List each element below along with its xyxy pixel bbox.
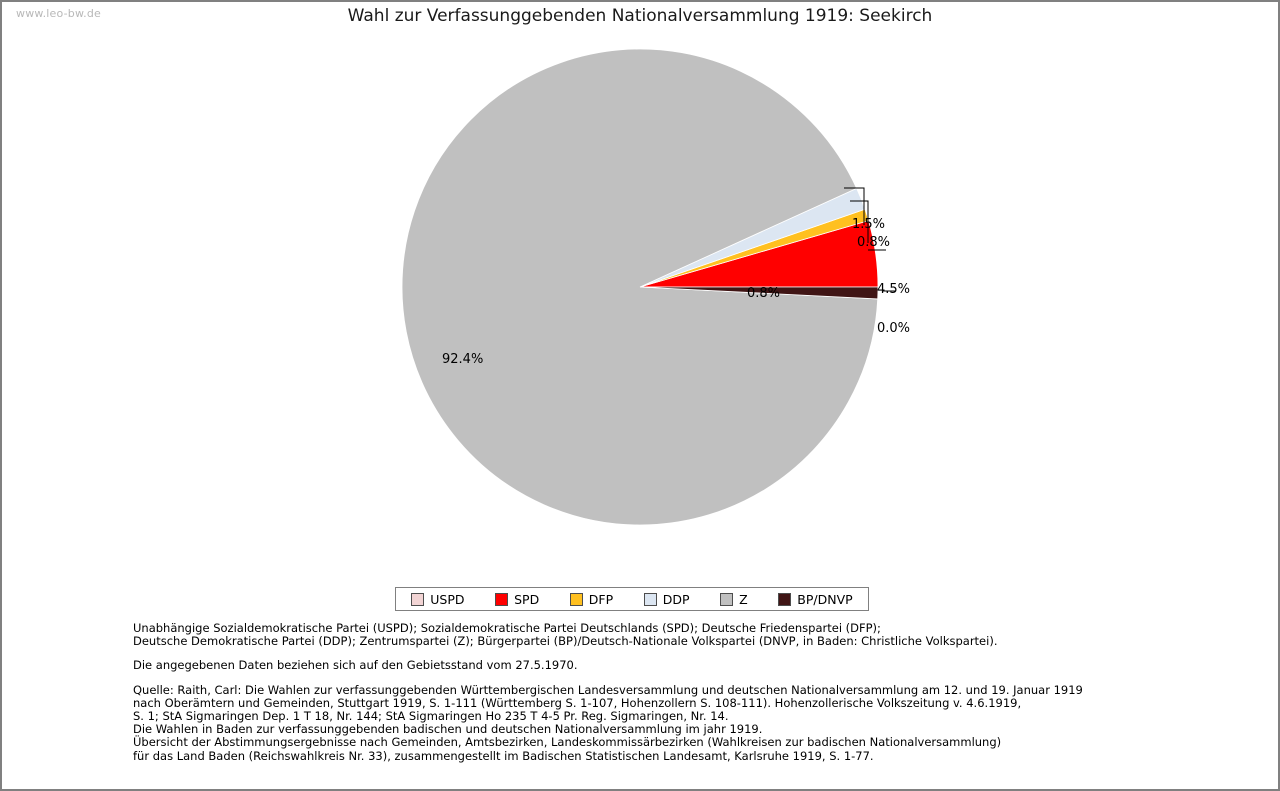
pie-slice-percent-label: 4.5% <box>877 282 911 297</box>
legend-item <box>570 592 613 607</box>
legend-item <box>411 592 464 607</box>
footnotes <box>133 622 1233 763</box>
footnote-line: Unabhängige Sozialdemokratische Partei (USPD); Sozialdemokratische Partei Deutschlands (SPD); Deutsche Friedenspartei (DFP); <box>133 621 881 635</box>
legend-label: USPD <box>430 591 465 607</box>
legend-label: SPD <box>514 591 540 607</box>
pie-slice-percent-label: 0.8% <box>747 286 781 301</box>
legend-label: Z <box>739 591 748 607</box>
footnote-line: Quelle: Raith, Carl: Die Wahlen zur verfassunggebenden Württembergischen Landesversammlung und deutschen Nationalversammlung am 12. und 19. Januar 1919 <box>133 682 1083 697</box>
pie-chart-svg <box>2 42 1278 572</box>
legend-swatch-icon <box>720 593 733 606</box>
page-title: Wahl zur Verfassunggebenden Nationalversammlung 1919: Seekirch <box>347 6 933 26</box>
footnote-line: für das Land Baden (Reichswahlkreis Nr. 33), zusammengestellt im Badischen Statistischen Landesamt, Karlsruhe 1919, S. 1-77. <box>133 748 874 763</box>
footnote-line: Deutsche Demokratische Partei (DDP); Zentrumspartei (Z); Bürgerpartei (BP)/Deutsch-Nationale Volkspartei (DNVP, in Baden: Christliche Volkspartei). <box>133 634 998 649</box>
pie-slice-percent-label: 0.0% <box>877 321 911 336</box>
legend-label: DFP <box>588 591 614 607</box>
footnote-block <box>133 622 1233 648</box>
pie-slice-percent-label: 92.4% <box>442 352 484 367</box>
legend-item <box>495 592 539 607</box>
legend-swatch-icon <box>411 593 424 606</box>
legend-item <box>720 592 748 607</box>
footnote-line: Die angegebenen Daten beziehen sich auf den Gebietsstand vom 27.5.1970. <box>133 658 578 673</box>
legend-label: BP/DNVP <box>797 591 853 607</box>
legend-item <box>778 592 852 607</box>
footnote-line: S. 1; StA Sigmaringen Dep. 1 T 18, Nr. 144; StA Sigmaringen Ho 235 T 4-5 Pr. Reg. Sigmaringen, Nr. 14. <box>133 709 729 724</box>
pie-slice-percent-label: 0.8% <box>857 235 891 250</box>
legend-swatch-icon <box>778 593 791 606</box>
footnote-line: Die Wahlen in Baden zur verfassunggebenden badischen und deutschen Nationalversammlung im jahr 1919. <box>133 722 763 737</box>
chart-legend <box>395 587 869 611</box>
pie-chart <box>2 42 1278 572</box>
legend-swatch-icon <box>644 593 657 606</box>
footnote-line: Übersicht der Abstimmungsergebnisse nach Gemeinden, Amtsbezirken, Landeskommissärbezirken (Wahlkreisen zur badischen Nationalversammlung) <box>133 735 1002 750</box>
legend-item <box>644 592 690 607</box>
legend-swatch-icon <box>570 593 583 606</box>
legend-swatch-icon <box>495 593 508 606</box>
footnote-line: nach Oberämtern und Gemeinden, Stuttgart 1919, S. 1-111 (Württemberg S. 1-107, Hohenzollern S. 108-111). Hohenzollerische Volkszeitung v. 4.6.1919, <box>133 695 1022 710</box>
pie-slices <box>402 49 878 525</box>
watermark: www.leo-bw.de <box>16 7 102 20</box>
footnote-block <box>133 659 1233 672</box>
pie-slice-percent-label: 1.5% <box>852 217 886 232</box>
footnote-block <box>133 684 1233 763</box>
legend-label: DDP <box>662 591 690 607</box>
